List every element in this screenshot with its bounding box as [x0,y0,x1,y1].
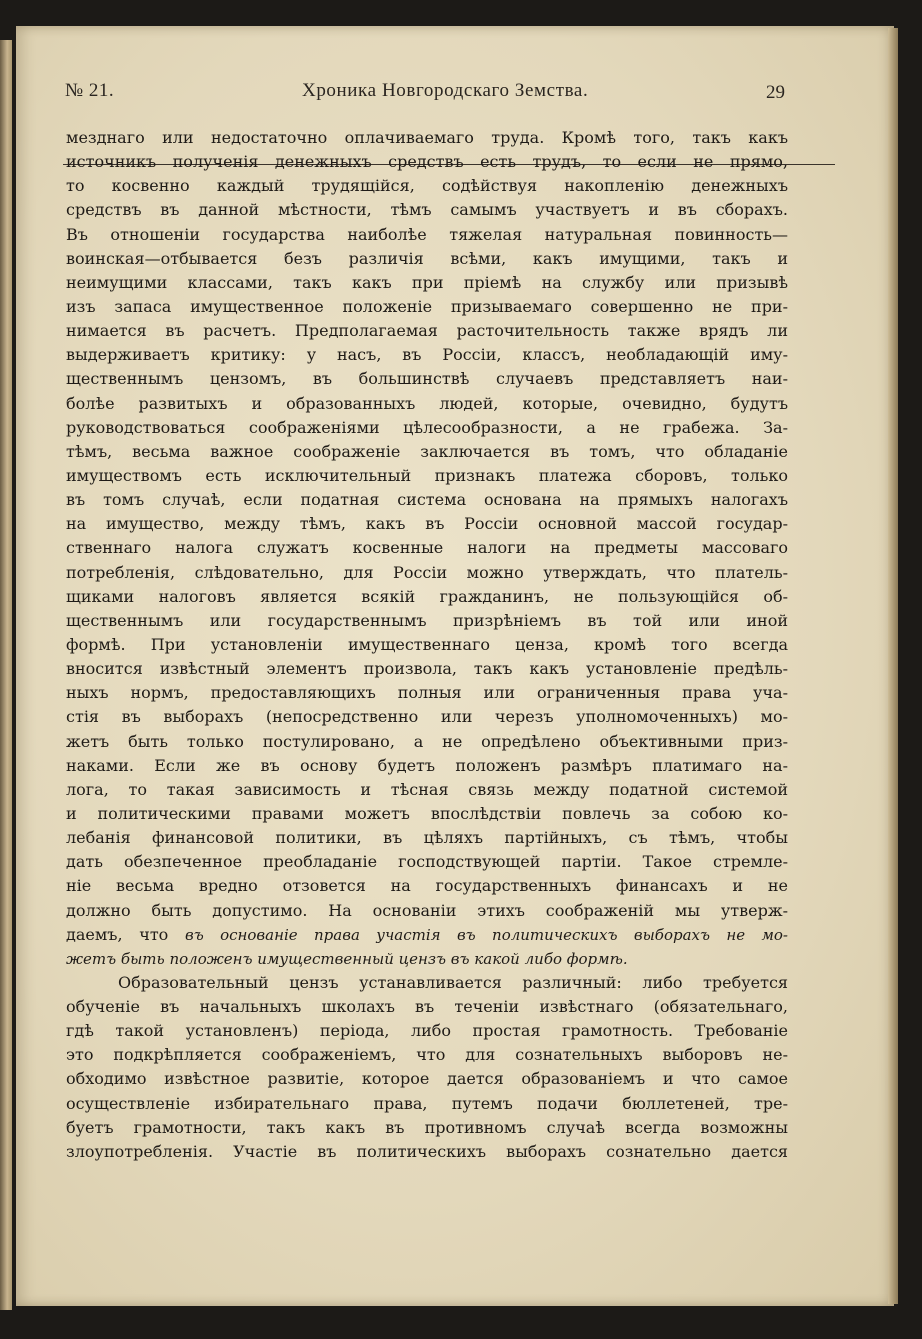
text-line: то косвенно каждый трудящійся, содѣйствуя накопленію денежныхъ [66,176,788,196]
text-line: это подкрѣпляется соображеніемъ, что для сознательныхъ выборовъ не- [66,1045,788,1065]
text-line: обходимо извѣстное развитіе, которое дается образованіемъ и что самое [66,1069,788,1089]
text-line: мезднаго или недостаточно оплачиваемаго труда. Кромѣ того, такъ какъ [66,128,788,147]
text-line: щиками налоговъ является всякій гражданинъ, не пользующійся об- [66,586,788,606]
text-line: ственнаго налога служатъ косвенные налоги на предметы массоваго [66,538,788,558]
text-line: должно быть допустимо. На основаніи этихъ соображеній мы утверж- [66,900,788,920]
running-header [48,60,788,108]
text-line: щественнымъ или государственнымъ призрѣніемъ въ той или иной [66,610,788,630]
journal-title: Хроника Новгородскаго Земства. [302,80,589,101]
text-line: жетъ быть только постулировано, а не опредѣлено объективными приз- [66,731,788,751]
text-line: имуществомъ есть исключительный признакъ платежа сборовъ, только [66,465,788,485]
text-line-mixed [66,923,788,947]
body-text [66,126,788,1164]
text-line: и политическими правами можетъ впослѣдствіи повлечь за собою ко- [66,803,788,823]
text-line: потребленія, слѣдовательно, для Россіи можно утверждать, что платель- [66,562,788,582]
text-line: формѣ. При установленіи имущественнаго ценза, кромѣ того всегда [66,634,788,654]
text-line: осуществленіе избирательнаго права, путемъ подачи бюллетеней, тре- [66,1093,788,1113]
text-line: буетъ грамотности, такъ какъ въ противномъ случаѣ всегда возможны [66,1117,788,1137]
text-line: вносится извѣстный элементъ произвола, такъ какъ установленіе предѣль- [66,659,788,679]
text-line: обученіе въ начальныхъ школахъ въ теченіи извѣстнаго (обязательнаго, [66,997,788,1017]
text-line: средствъ въ данной мѣстности, тѣмъ самымъ участвуетъ и въ сборахъ. [66,200,788,220]
line-prefix: даемъ, что [66,924,185,944]
text-line: тѣмъ, весьма важное соображеніе заключается въ томъ, что обладаніе [66,441,788,461]
text-line: руководствоваться соображеніями цѣлесообразности, а не грабежа. За- [66,417,788,437]
text-line: щественнымъ цензомъ, въ большинствѣ случаевъ представляетъ наи- [66,369,788,389]
text-line: злоупотребленія. Участіе въ политическихъ выборахъ сознательно дается [66,1141,788,1161]
text-line: лога, то такая зависимость и тѣсная связь между податной системой [66,779,788,799]
text-line: дать обезпеченное преобладаніе господствующей партіи. Такое стремле- [66,852,788,872]
text-line: на имущество, между тѣмъ, какъ въ Россіи основной массой государ- [66,514,788,534]
text-line: изъ запаса имущественное положеніе призываемаго совершенно не при- [66,296,788,316]
paragraph-start-line: Образовательный цензъ устанавливается различный: либо требуется [118,972,788,992]
text-line: лебанія финансовой политики, въ цѣляхъ партійныхъ, съ тѣмъ, чтобы [66,828,788,848]
text-line: источникъ полученія денежныхъ средствъ есть трудъ, то если не прямо, [66,152,788,172]
text-line: выдерживаетъ критику: у насъ, въ Россіи, классъ, необладающій иму- [66,345,788,365]
italic-emphasis: въ основаніе права участія въ политическихъ выборахъ не мо- [185,925,789,944]
page-right-edge [888,28,898,1304]
text-line: наками. Если же въ основу будетъ положенъ размѣръ платимаго на- [66,755,788,775]
text-line: воинская—отбывается безъ различія всѣми, какъ имущими, такъ и [66,248,788,268]
text-line: Въ отношеніи государства наиболѣе тяжелая натуральная повинность— [66,224,788,244]
issue-number: № 21. [65,80,115,101]
text-line: стія въ выборахъ (непосредственно или черезъ уполномоченныхъ) мо- [66,707,788,727]
text-line: въ томъ случаѣ, если податная система основана на прямыхъ налогахъ [66,490,788,510]
text-line: ніе весьма вредно отзовется на государственныхъ финансахъ и не [66,876,788,896]
text-line: ныхъ нормъ, предоставляющихъ полныя или ограниченныя права уча- [66,683,788,703]
text-line: болѣе развитыхъ и образованныхъ людей, которые, очевидно, будутъ [66,393,788,413]
text-line: гдѣ такой установленъ) періода, либо простая грамотность. Требованіе [66,1021,788,1041]
previous-page-edge [0,40,12,1310]
italic-line: жетъ быть положенъ имущественный цензъ въ какой либо формѣ. [66,949,628,968]
text-line: нимается въ расчетъ. Предполагаемая расточительность также врядъ ли [66,321,788,341]
text-line: неимущими классами, такъ какъ при пріемѣ на службу или призывѣ [66,272,788,292]
page-number: 29 [766,82,785,103]
